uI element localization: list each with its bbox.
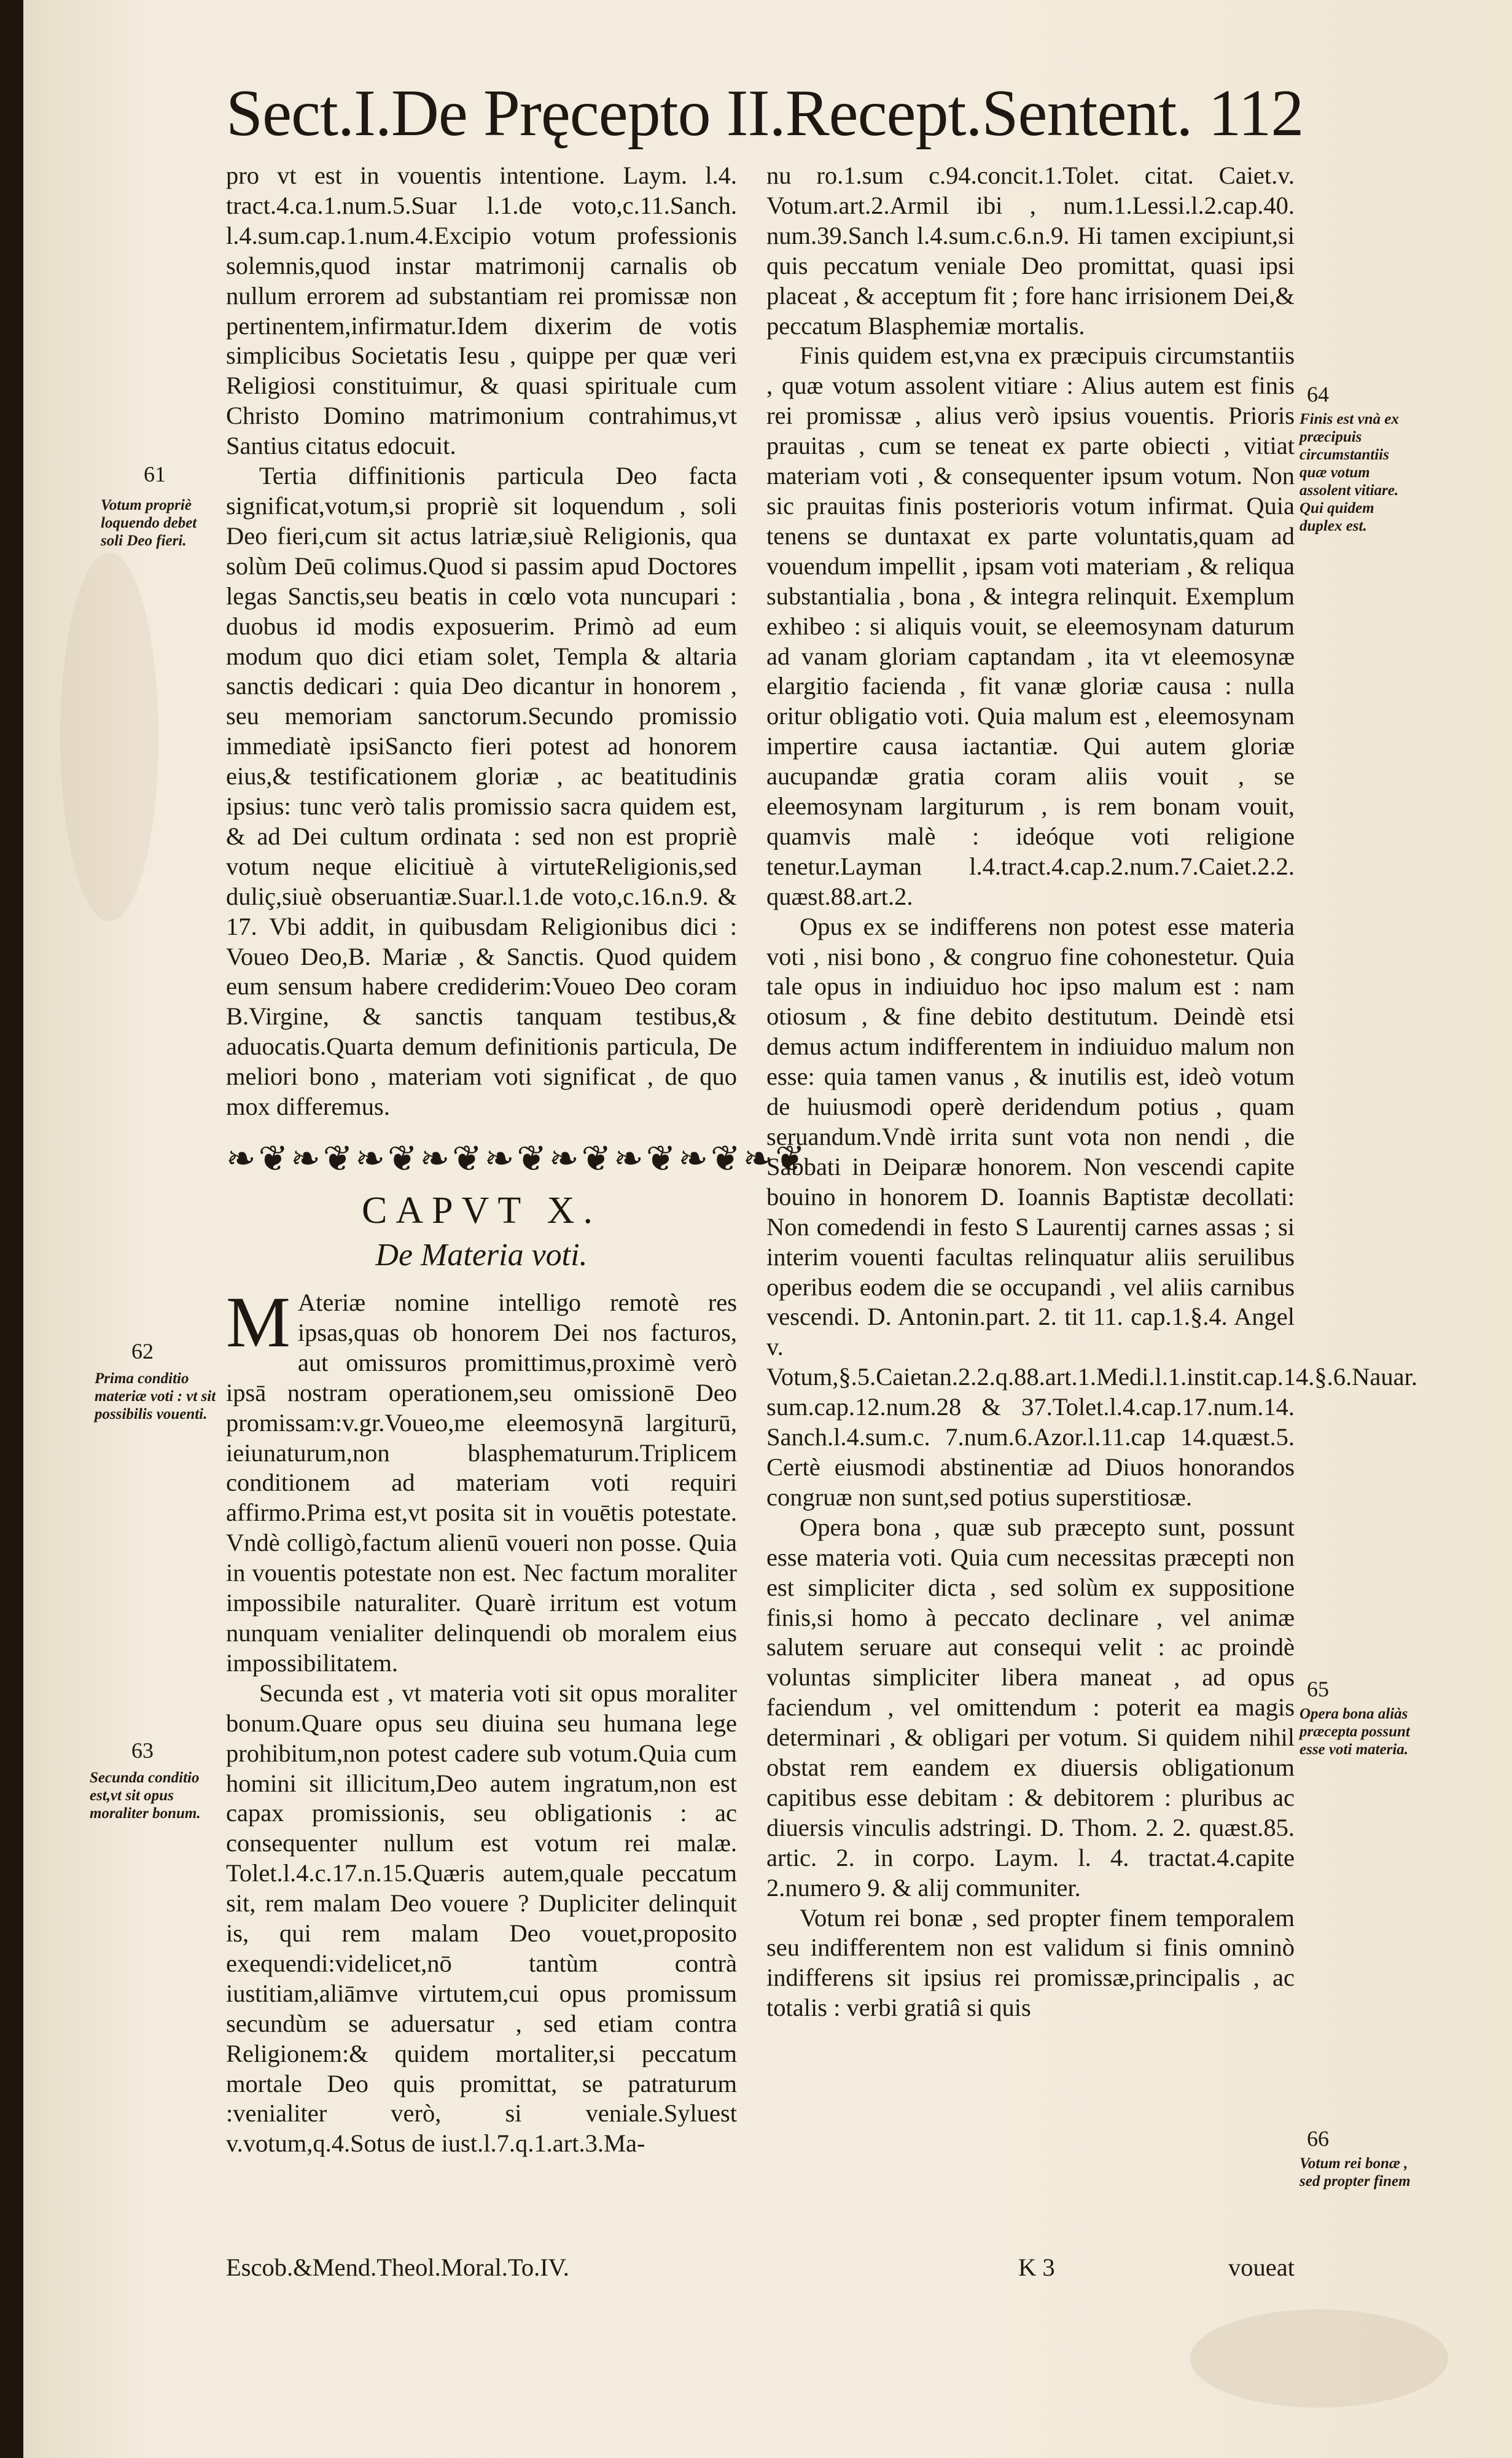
margin-note: Opera bona aliàs præcepta possunt esse voti materia. [1300, 1706, 1410, 1758]
footer-source: Escob.&Mend.Theol.Moral.To.IV. [226, 2253, 569, 2281]
margin-note: Votum rei bonæ , sed propter finem [1300, 2155, 1411, 2190]
signature-mark: K 3 [1018, 2253, 1055, 2281]
margin-number: 63 [131, 1738, 154, 1763]
margin-number: 61 [144, 462, 166, 486]
paper-stain [1190, 2309, 1448, 2408]
left-column [226, 161, 808, 2159]
chapter-title: CAPVT X. [362, 1190, 601, 1231]
margin-note: Secunda conditio est,vt sit opus moraliter bonum. [90, 1769, 201, 1822]
margin-number: 64 [1307, 382, 1329, 407]
chapter-subtitle: De Materia voti. [375, 1238, 588, 1273]
paragraph: Opera bona , quæ sub præcepto sunt, possunt esse materia voti. Quia cum necessitas præcepti non est simpliciter dicta , sed solùm ex suppositione finis,si homo à peccato declinare , vel animæ salutem seruare aut consequi velit : ac proindè voluntas simpliciter libera maneat , ad opus faciendum , vel omittendum : poterit ea magis determinari , & obligari per votum. Si quidem nihil obstat rem eandem ex diuersis obligationum capitibus esse debitam : & debitorem : pluribus ac diuersis vinculis adstringi. D. Thom. 2. 2. quæst.85. artic. 2. in corpo. Laym. l. 4. tractat.4.capite 2.numero 9. & alij communiter. [766, 1513, 1295, 1902]
margin-note: Prima conditio materiæ voti : vt sit possibilis vouenti. [95, 1370, 216, 1422]
paragraph: pro vt est in vouentis intentione. Laym. l.4. tract.4.ca.1.num.5.Suar l.1.de voto,c.11.Sanch. l.4.sum.cap.1.num.4.Excipio votum professionis solemnis,quod instar matrimonij carnalis ob nullum errorem ad substantiam rei promissæ non pertinentem,infirmatur.Idem dixerim de votis simplicibus Societatis Iesu , quippe per quæ veri Religiosi constituimur, & quasi spirituale cum Christo Domino matrimonium contrahimus,vt Santius citatus edocuit. [226, 162, 737, 460]
page-footer [226, 2252, 1295, 2284]
margin-note: Finis est vnà ex præcipuis circumstantiis quæ votum assolent vitiare. Qui quidem duplex est. [1300, 411, 1399, 534]
catchword: voueat [1228, 2253, 1295, 2281]
paper-stain [60, 553, 158, 921]
paragraph: Opus ex se indifferens non potest esse materia voti , nisi bono , & congruo fine cohonestetur. Quia tale opus in indiuiduo hoc ipso malum est : nam otiosum , & fine debito destitutum. Deindè etsi demus actum indifferentem in indiuiduo malum non esse: quia tamen vanus , & inutilis est, ideò votum de huiusmodi operè deridendum potius , quam seruandum.Vndè irrita sunt vota non nendi , die Sabbati in Deiparæ honorem. Non vescendi capite bouino in honorem D. Ioannis Baptistæ decollati: Non comedendi in festo S Laurentij carnes assas ; si interim vouenti facultas relinquatur aliis seruilibus operibus eodem die se occupandi , vel aliis carnibus vescendi. D. Antonin.part. 2. tit 11. cap.1.§.4. Angel v. Votum,§.5.Caietan.2.2.q.88.art.1.Medi.l.1.instit.cap.14.§.6.Nauar. sum.cap.12.num.28 & 37.Tolet.l.4.cap.17.num.14. Sanch.l.4.sum.c. 7.num.6.Azor.l.11.cap 14.quæst.5. Certè eiusmodi abstinentiæ ad Diuos honorandos congruæ non sunt,sed potius superstitiosæ. [766, 912, 1417, 1511]
margin-number: 62 [131, 1339, 154, 1364]
decorative-ornament-row: ❧❦❧❦❧❦❧❦❧❦❧❦❧❦❧❦❧❦ [226, 1139, 808, 1179]
drop-cap: M [226, 1282, 290, 1362]
chapter-first-paragraph [226, 1282, 737, 1679]
margin-number: 66 [1307, 2126, 1329, 2151]
paragraph: Tertia diffinitionis particula Deo facta significat,votum,si propriè sit loquendum , soli Deo fieri,cum sit actus latriæ,siuè Religionis, qua solùm Deū colimus.Quod si passim apud Doctores legas Sanctis,seu beatis in cœlo vota nuncupari : duobus id modis exposuerim. Primò ad eum modum quo dici etiam solet, Templa & altaria sanctis dedicari : quia Deo dicantur in honorem , seu memoriam sanctorum.Secundo promissio immediatè ipsiSancto fieri potest ad honorem eius,& testificationem gloriæ , ac beatitudinis ipsius: tunc verò talis promissio sacra quidem est, & ad Dei cultum ordinata : sed non est propriè votum neque elicitiuè à virtuteReligionis,sed duliç,siuè obseruantiæ.Suar.l.1.de voto,c.16.n.9. & 17. Vbi addit, in quibusdam Religionibus dici : Voueo Deo,B. Mariæ , & Sanctis. Quod quidem eum sensum habere crediderim:Voueo Deo coram B.Virgine, & sanctis tanquam testibus,& aduocatis.Quarta demum definitionis particula, De meliori bono , materiam voti significat , de quo mox differemus. [226, 462, 737, 1121]
running-head: Sect.I.De Pręcepto II.Recept.Sentent. 112 [226, 77, 1304, 150]
paragraph: nu ro.1.sum c.94.concit.1.Tolet. citat. Caiet.v. Votum.art.2.Armil ibi , num.1.Lessi.l.2.cap.40. num.39.Sanch l.4.sum.c.6.n.9. Hi tamen excipiunt,si quis peccatum veniale Deo promittat, quasi ipsi placeat , & acceptum fit ; fore hanc irrisionem Dei,& peccatum Blasphemiæ mortalis. [766, 162, 1295, 340]
margin-note: Votum propriè loquendo debet soli Deo fieri. [101, 497, 197, 549]
paragraph: Votum rei bonæ , sed propter finem temporalem seu indifferentem non est validum si finis omninò indifferens sit ipsius rei promissæ,principalis , ac totalis : verbi gratiâ si quis [766, 1903, 1295, 2022]
paragraph: Finis quidem est,vna ex præcipuis circumstantiis , quæ votum assolent vitiare : Alius autem est finis rei promissæ , alius verò ipsius vouentis. Prioris prauitas , cum se teneat ex parte obiecti , vitiat materiam voti , & consequenter ipsum votum. Non sic prauitas finis posterioris votum infirmat. Quia tenens se duntaxat ex parte voluntatis,quam ad vouendum impellit , ipsam voti materiam , & reliqua substantialia , bona , & integra relinquit. Exemplum exhibeo : si aliquis vouit, se eleemosynam daturum ad vanam gloriam captandam , ita vt eleemosynæ elargitio facienda , fit vanæ gloriæ causa : nulla oritur obligatio voti. Quia malum est , eleemosynam impertire causa iactantiæ. Qui autem gloriæ aucupandæ gratia coram aliis vouit , se eleemosynam largiturum , is rem bonam vouit, quamvis malè : ideóque voti religione tenetur.Layman l.4.tract.4.cap.2.num.7.Caiet.2.2. quæst.88.art.2. [766, 341, 1295, 910]
book-page [23, 0, 1512, 2458]
paragraph: Secunda est , vt materia voti sit opus moraliter bonum.Quare opus seu diuina seu humana lege prohibitum,non potest cadere sub votum.Quia cum homini sit illicitum,Deo autem ingratum,non est capax promissionis, seu obligationis : ac consequenter nullum est votum rei malæ. Tolet.l.4.c.17.n.15.Quæris autem,quale peccatum sit, rem malam Deo vouere ? Dupliciter delinquit is, qui rem malam Deo vouet,proposito exequendi:videlicet,nō tantùm contrà iustitiam,aliāmve virtutem,cui opus promissum secundùm se aduersatur , sed etiam contra Religionem:& quidem mortaliter,si peccatum mortale Deo quis promittat, se patraturum :venialiter verò, si veniale.Syluest v.votum,q.4.Sotus de iust.l.7.q.1.art.3.Ma- [226, 1679, 737, 2158]
margin-number: 65 [1307, 1677, 1329, 1701]
paragraph-text: Ateriæ nomine intelligo remotè res ipsas,quas ob honorem Dei nos facturos, aut omissuros promittimus,proximè verò ipsā nostram operationem,seu omissionē Deo promissam:v.gr.Voueo,me eleemosynā largiturū, ieiunaturum,non blasphematurum.Triplicem conditionem ad materiam voti requiri affirmo.Prima est,vt posita sit in vouētis potestate. Vndè colligò,factum alienū voueri non posse. Quia in vouentis potestate non est. Nec factum moraliter impossibile naturaliter. Quarè irritum est votum nunquam venialiter delinquendi ob moralem eius impossibilitatem. [226, 1289, 737, 1677]
